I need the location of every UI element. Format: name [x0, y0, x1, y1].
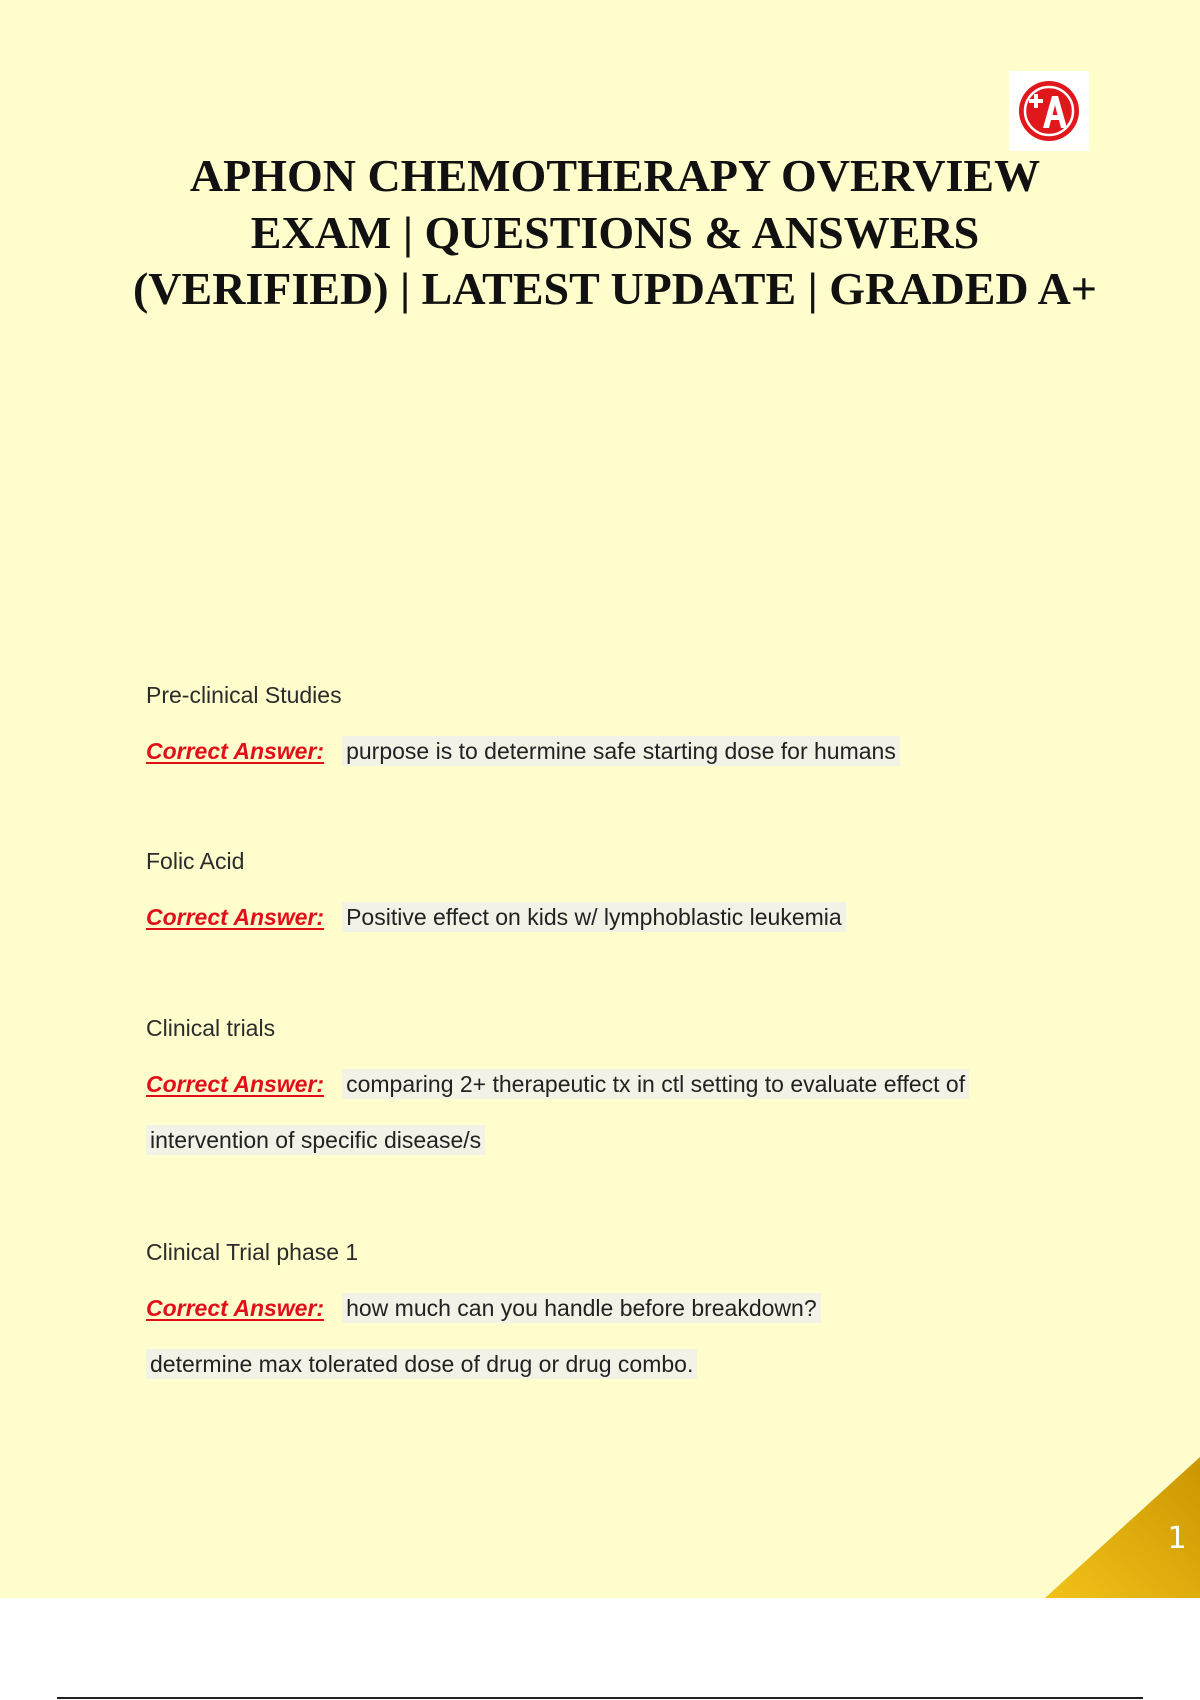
qa-item — [146, 681, 1106, 765]
brand-logo — [1009, 71, 1089, 151]
correct-answer-label: Correct Answer: — [146, 904, 325, 930]
correct-answer-label: Correct Answer: — [146, 1295, 325, 1321]
question-text: Clinical trials — [146, 1015, 276, 1041]
answer-line — [146, 903, 1106, 931]
answer-continuation-line — [146, 1126, 1106, 1154]
qa-item — [146, 1014, 1106, 1154]
answer-text: purpose is to determine safe starting dose for humans — [342, 736, 900, 766]
answer-continuation-line — [146, 1350, 1106, 1378]
page-number: 1 — [1167, 1521, 1187, 1556]
plus-a-logo-icon — [1016, 78, 1082, 144]
footer-divider — [57, 1697, 1143, 1699]
question-text: Pre-clinical Studies — [146, 682, 342, 708]
question-text: Folic Acid — [146, 848, 245, 874]
question-text: Clinical Trial phase 1 — [146, 1239, 359, 1265]
answer-line — [146, 1070, 1106, 1098]
qa-item — [146, 847, 1106, 931]
answer-text: Positive effect on kids w/ lymphoblastic leukemia — [342, 902, 846, 932]
answer-text: comparing 2+ therapeutic tx in ctl setting to evaluate effect of — [342, 1069, 969, 1099]
answer-line — [146, 1294, 1106, 1322]
qa-item — [146, 1238, 1106, 1378]
correct-answer-label: Correct Answer: — [146, 738, 325, 764]
correct-answer-label: Correct Answer: — [146, 1071, 325, 1097]
answer-continuation-text: determine max tolerated dose of drug or drug combo. — [146, 1349, 697, 1379]
answer-line — [146, 737, 1106, 765]
answer-continuation-text: intervention of specific disease/s — [146, 1125, 485, 1155]
document-title: APHON CHEMOTHERAPY OVERVIEW EXAM | QUESTIONS & ANSWERS (VERIFIED) | LATEST UPDATE | GRADED A+ — [132, 150, 1098, 314]
answer-text: how much can you handle before breakdown? — [342, 1293, 821, 1323]
